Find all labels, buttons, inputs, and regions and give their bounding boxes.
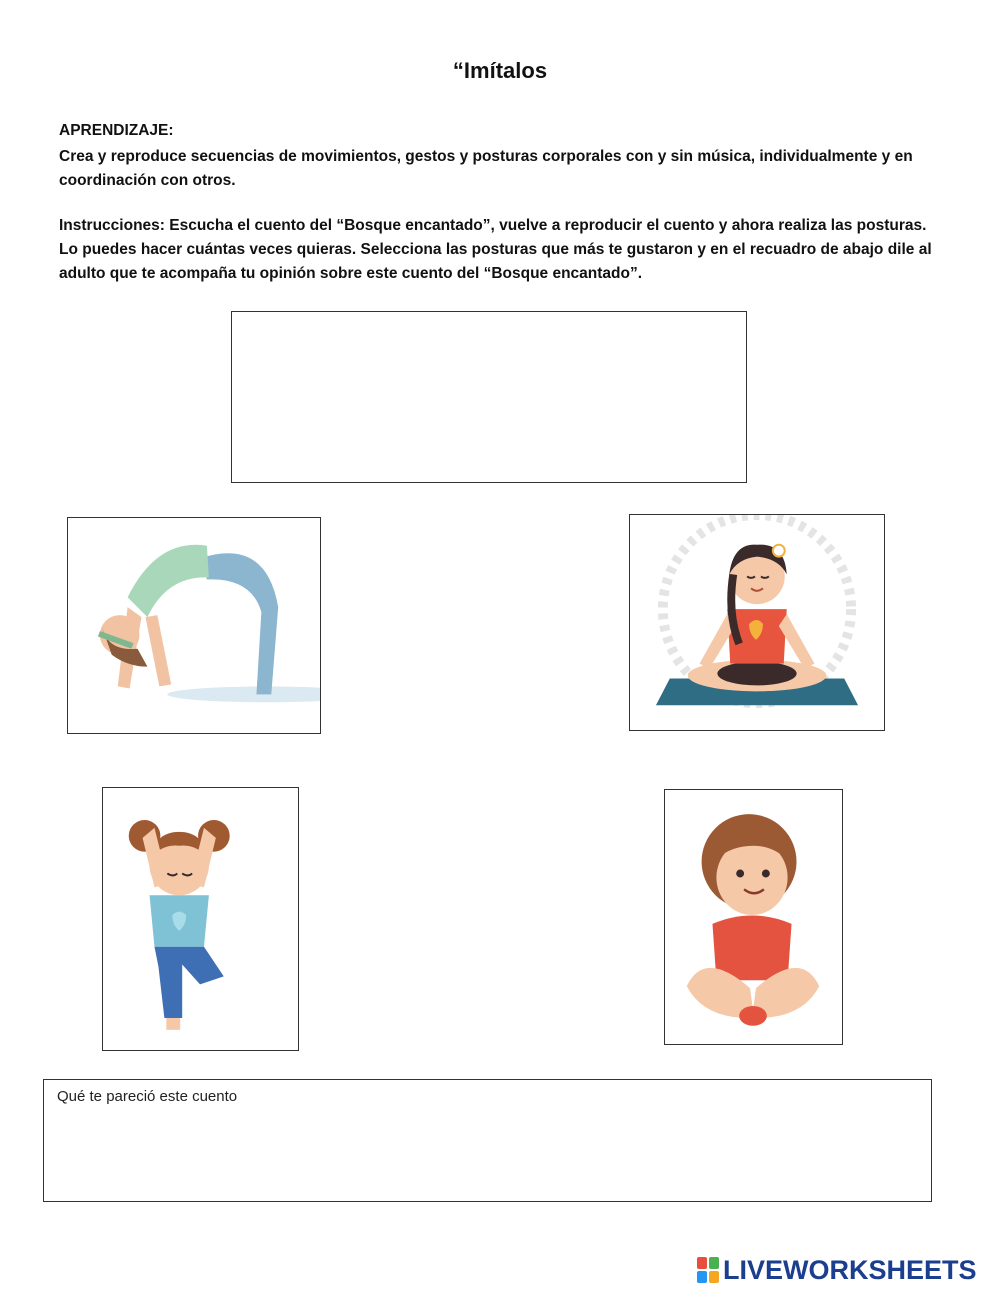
pose-card-lotus[interactable] xyxy=(629,514,885,731)
bridge-pose-icon xyxy=(68,518,320,733)
opinion-label: Qué te pareció este cuento xyxy=(57,1088,238,1105)
pose-card-tree[interactable] xyxy=(102,787,299,1051)
liveworksheets-logo xyxy=(697,1255,977,1285)
pose-drop-zone[interactable] xyxy=(231,311,747,483)
liveworksheets-mark-icon xyxy=(697,1257,719,1283)
pose-card-bridge[interactable] xyxy=(67,517,321,734)
logo-text: LIVEWORKSHEETS xyxy=(723,1254,977,1285)
learning-text: Crea y reproduce secuencias de movimientos, gestos y posturas corporales con y sin música, individualmente y en coordinación con otros. xyxy=(59,148,913,189)
worksheet-title: “Imítalos xyxy=(452,58,548,83)
opinion-box[interactable] xyxy=(43,1079,932,1202)
pose-card-butterfly[interactable] xyxy=(664,789,843,1045)
instructions-text: Instrucciones: Escucha el cuento del “Bosque encantado”, vuelve a reproducir el cuento y ahora realiza las posturas. Lo puedes hacer cuántas veces quieras. Selecciona las posturas que más te gustaron y en el recuadro de abajo dile al adulto que te acompaña tu opinión sobre este cuento del “Bosque encantado”. xyxy=(59,217,932,282)
learning-label: APRENDIZAJE: xyxy=(59,122,174,139)
tree-pose-girl-icon xyxy=(103,788,298,1050)
lotus-pose-girl-icon xyxy=(630,515,884,730)
butterfly-pose-boy-icon xyxy=(665,790,842,1044)
